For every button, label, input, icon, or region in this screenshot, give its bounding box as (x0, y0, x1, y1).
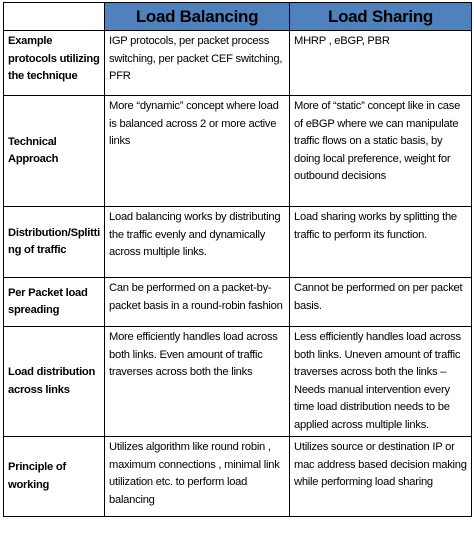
cell-load-balancing: Can be performed on a packet-by-packet basis in a round-robin fashion (105, 278, 290, 327)
cell-load-balancing: Utilizes algorithm like round robin , maximum connections , minimal link utilization etc. to perform load balancing (105, 437, 290, 517)
cell-load-balancing: More “dynamic” concept where load is balanced across 2 or more active links (105, 96, 290, 207)
header-corner-cell (4, 3, 105, 31)
cell-load-sharing: Load sharing works by splitting the traffic to perform its function. (290, 207, 472, 278)
cell-load-balancing: More efficiently handles load across both links. Even amount of traffic traverses across both the links (105, 327, 290, 437)
table-row (4, 437, 472, 517)
row-label: Example protocols utilizing the technique (4, 31, 105, 96)
comparison-table (3, 2, 472, 517)
table-row (4, 327, 472, 437)
cell-load-sharing: MHRP , eBGP, PBR (290, 31, 472, 96)
header-load-balancing: Load Balancing (105, 3, 290, 31)
row-label: Principle of working (4, 437, 105, 517)
table-row (4, 207, 472, 278)
header-load-sharing: Load Sharing (290, 3, 472, 31)
cell-load-sharing: Less efficiently handles load across both links. Uneven amount of traffic traverses across both the links – Needs manual intervention every time load distribution needs to be applied across multiple links. (290, 327, 472, 437)
table-row (4, 31, 472, 96)
cell-load-sharing: Utilizes source or destination IP or mac address based decision making while performing load sharing (290, 437, 472, 517)
header-row (4, 3, 472, 31)
row-label: Per Packet load spreading (4, 278, 105, 327)
table-row (4, 96, 472, 207)
table-row (4, 278, 472, 327)
cell-load-sharing: Cannot be performed on per packet basis. (290, 278, 472, 327)
cell-load-balancing: IGP protocols, per packet process switching, per packet CEF switching, PFR (105, 31, 290, 96)
row-label: Distribution/Splitting of traffic (4, 207, 105, 278)
row-label: Technical Approach (4, 96, 105, 207)
cell-load-balancing: Load balancing works by distributing the traffic evenly and dynamically across multiple links. (105, 207, 290, 278)
row-label: Load distribution across links (4, 327, 105, 437)
comparison-table-wrapper (3, 2, 471, 530)
cell-load-sharing: More of “static” concept like in case of eBGP where we can manipulate traffic flows on a static basis, by doing local preference, weight for outbound decisions (290, 96, 472, 207)
